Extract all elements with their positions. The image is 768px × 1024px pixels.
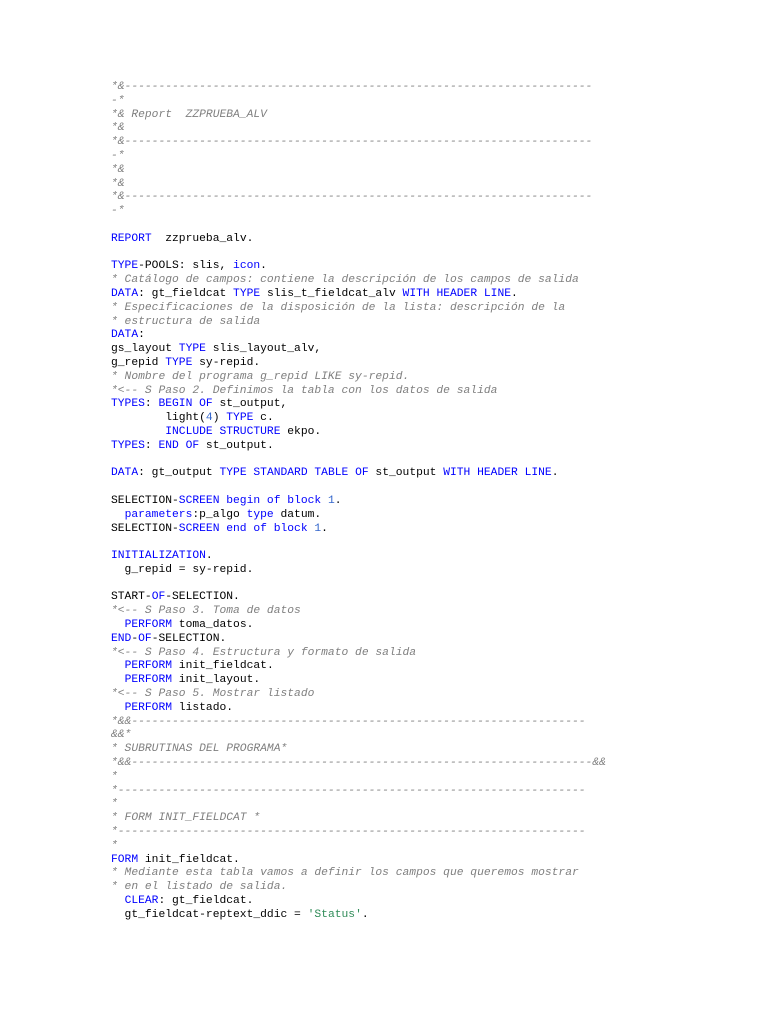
code-line (111, 371, 691, 385)
comment-text: *<-- S Paso 4. Estructura y formato de salida (111, 646, 417, 659)
code-line (111, 647, 691, 661)
comment-text: * Nombre del programa g_repid LIKE sy-repid. (111, 370, 410, 383)
code-text: zzprueba_alv. (151, 232, 254, 245)
code-line (111, 757, 691, 771)
code-line (111, 674, 691, 688)
comment-text: * (111, 839, 118, 852)
keyword-text: TYPE (233, 287, 261, 300)
code-text: slis_t_fieldcat_alv (260, 287, 403, 300)
code-line (111, 191, 691, 205)
code-text: sy-repid. (192, 356, 261, 369)
code-line (111, 591, 691, 605)
code-line (111, 316, 691, 330)
code-text: slis_layout_alv, (205, 343, 322, 356)
code-line (111, 426, 691, 440)
code-text: . (511, 287, 518, 300)
code-text: g_repid = sy-repid. (111, 563, 254, 576)
code-text: : gt_fieldcat. (158, 895, 254, 908)
comment-text: -* (111, 94, 125, 107)
code-line (111, 785, 691, 799)
keyword-text: OF (151, 591, 166, 604)
code-line (111, 95, 691, 109)
code-line (111, 329, 691, 343)
code-line (111, 509, 691, 523)
keyword-text: OF (138, 632, 152, 645)
comment-text: * FORM INIT_FIELDCAT * (111, 812, 261, 825)
code-line (111, 702, 691, 716)
code-line (111, 523, 691, 537)
code-line (111, 398, 691, 412)
code-text: listado. (172, 701, 234, 714)
code-text: init_fieldcat. (172, 660, 274, 673)
code-text: : (138, 329, 145, 342)
code-line (111, 440, 691, 454)
comment-text: *<-- S Paso 3. Toma de datos (111, 605, 301, 618)
code-line (111, 688, 691, 702)
keyword-text: DATA (111, 467, 139, 480)
code-text (111, 674, 125, 686)
comment-text: -* (111, 205, 125, 218)
code-text: : (144, 439, 159, 452)
comment-text: *&&------------------------------------------------------------------- (111, 715, 586, 728)
code-line (111, 481, 691, 495)
comment-text: * (111, 798, 118, 811)
comment-text: *& Report ZZPRUEBA_ALV (111, 108, 267, 121)
code-line (111, 798, 691, 812)
code-text: ekpo. (280, 425, 322, 438)
code-text (111, 660, 125, 672)
comment-text: * Catálogo de campos: contiene la descripción de los campos de salida (111, 274, 579, 287)
code-text: . (334, 494, 342, 507)
keyword-text: TYPE STANDARD TABLE OF (219, 467, 369, 480)
comment-text: * Mediante esta tabla vamos a definir los campos que queremos mostrar (111, 867, 579, 880)
comment-text: * Especificaciones de la disposición de la lista: descripción de la (111, 301, 566, 314)
comment-text: *& (111, 163, 125, 176)
code-text: gt_fieldcat-reptext_ddic = (111, 908, 308, 921)
keyword-text: PERFORM (124, 619, 173, 632)
code-line (111, 136, 691, 150)
keyword-text: END OF (158, 439, 200, 452)
keyword-text: INCLUDE STRUCTURE (165, 425, 281, 438)
keyword-text: SCREEN begin of block (178, 494, 322, 507)
code-text: st_output, (212, 398, 288, 411)
keyword-text: BEGIN OF (158, 398, 213, 411)
keyword-text: PERFORM (124, 674, 173, 687)
code-line (111, 260, 691, 274)
code-line (111, 467, 691, 481)
keyword-text: PERFORM (124, 701, 173, 714)
code-text (321, 495, 328, 507)
code-line (111, 578, 691, 592)
code-text: . (260, 260, 267, 273)
code-text (111, 619, 125, 631)
keyword-text: END (111, 632, 132, 645)
code-line (111, 412, 691, 426)
code-line (111, 274, 691, 288)
code-line (111, 826, 691, 840)
code-text: START- (111, 591, 152, 604)
comment-text: *& (111, 177, 125, 190)
code-text: -POOLS: slis, (138, 260, 234, 273)
code-text: init_layout. (172, 674, 261, 687)
code-text: . (551, 467, 559, 480)
code-line (111, 150, 691, 164)
code-line (111, 109, 691, 123)
code-line (111, 605, 691, 619)
code-line (111, 743, 691, 757)
keyword-text: TYPE (111, 260, 139, 273)
code-line (111, 536, 691, 550)
code-listing (111, 81, 691, 923)
code-line (111, 854, 691, 868)
comment-text: * (111, 770, 118, 783)
keyword-text: WITH HEADER LINE (443, 467, 552, 480)
comment-text: *& (111, 122, 125, 135)
keyword-text: DATA (111, 287, 139, 300)
code-line (111, 909, 691, 923)
comment-text: *<-- S Paso 5. Mostrar listado (111, 688, 315, 701)
keyword-text: TYPES (111, 439, 145, 452)
number-literal: 1 (327, 494, 335, 507)
comment-text: *&--------------------------------------------------------------------- (111, 191, 593, 204)
code-text: . (361, 908, 369, 921)
code-text: :p_algo (192, 508, 247, 521)
code-line (111, 564, 691, 578)
code-text: ) (212, 412, 227, 425)
keyword-text: REPORT (111, 232, 152, 245)
code-text: gs_layout (111, 343, 179, 356)
code-text: : (144, 398, 159, 411)
keyword-text: PERFORM (124, 660, 173, 673)
code-line (111, 729, 691, 743)
comment-text: *<-- S Paso 2. Definimos la tabla con los datos de salida (111, 384, 498, 397)
comment-text: &&* (111, 729, 132, 742)
comment-text: * estructura de salida (111, 315, 261, 328)
code-text: -SELECTION. (151, 632, 227, 645)
code-line (111, 178, 691, 192)
code-line (111, 895, 691, 909)
string-literal: 'Status' (307, 908, 362, 921)
code-text: . (205, 550, 213, 563)
code-line (111, 716, 691, 730)
code-line (111, 219, 691, 233)
code-line (111, 233, 691, 247)
code-text: . (321, 522, 328, 535)
keyword-text: TYPES (111, 398, 145, 411)
keyword-text: parameters (124, 508, 193, 521)
code-line (111, 343, 691, 357)
keyword-text: type (246, 508, 274, 521)
code-text: c. (253, 412, 274, 425)
code-line (111, 771, 691, 785)
code-line (111, 454, 691, 468)
code-text: datum. (273, 508, 322, 521)
code-line (111, 619, 691, 633)
comment-text: *&--------------------------------------------------------------------- (111, 81, 593, 93)
code-text (111, 895, 125, 907)
code-text: st_output. (199, 439, 274, 452)
code-line (111, 81, 691, 95)
code-text: light( (111, 412, 206, 425)
code-line (111, 205, 691, 219)
code-line (111, 164, 691, 178)
keyword-text: INITIALIZATION (111, 550, 206, 563)
keyword-text: FORM (111, 853, 139, 866)
code-text: -SELECTION. (165, 591, 240, 604)
comment-text: *&--------------------------------------------------------------------- (111, 136, 593, 149)
comment-text: * SUBRUTINAS DEL PROGRAMA* (111, 743, 288, 756)
code-text (111, 426, 165, 438)
code-line (111, 660, 691, 674)
code-text (111, 509, 125, 521)
code-text (111, 702, 125, 714)
code-text: st_output (368, 467, 444, 480)
code-text: SELECTION- (111, 494, 179, 507)
code-text: toma_datos. (172, 619, 254, 632)
keyword-text: icon (233, 260, 261, 273)
code-line (111, 812, 691, 826)
number-literal: 4 (205, 412, 213, 425)
code-text: - (131, 632, 139, 645)
code-line (111, 495, 691, 509)
code-line (111, 288, 691, 302)
code-line (111, 867, 691, 881)
keyword-text: CLEAR (124, 895, 159, 908)
keyword-text: TYPE (178, 343, 206, 356)
code-text: : gt_fieldcat (138, 287, 234, 300)
code-line (111, 840, 691, 854)
code-text: SELECTION- (111, 522, 179, 535)
code-line (111, 550, 691, 564)
code-line (111, 881, 691, 895)
comment-text: -* (111, 149, 125, 162)
comment-text: * en el listado de salida. (111, 881, 288, 894)
comment-text: *&&--------------------------------------------------------------------&& (111, 757, 606, 770)
code-line (111, 247, 691, 261)
comment-text: *--------------------------------------------------------------------- (111, 784, 586, 797)
code-line (111, 633, 691, 647)
keyword-text: WITH HEADER LINE (402, 287, 512, 300)
code-text: : gt_output (138, 467, 220, 480)
code-text: init_fieldcat. (138, 853, 240, 866)
keyword-text: SCREEN end of block (178, 522, 308, 535)
code-line (111, 302, 691, 316)
code-text: g_repid (111, 356, 166, 369)
code-line (111, 357, 691, 371)
keyword-text: TYPE (165, 356, 193, 369)
keyword-text: TYPE (226, 412, 254, 425)
number-literal: 1 (314, 522, 322, 535)
code-line (111, 122, 691, 136)
comment-text: *--------------------------------------------------------------------- (111, 826, 586, 839)
keyword-text: DATA (111, 329, 139, 342)
code-line (111, 385, 691, 399)
